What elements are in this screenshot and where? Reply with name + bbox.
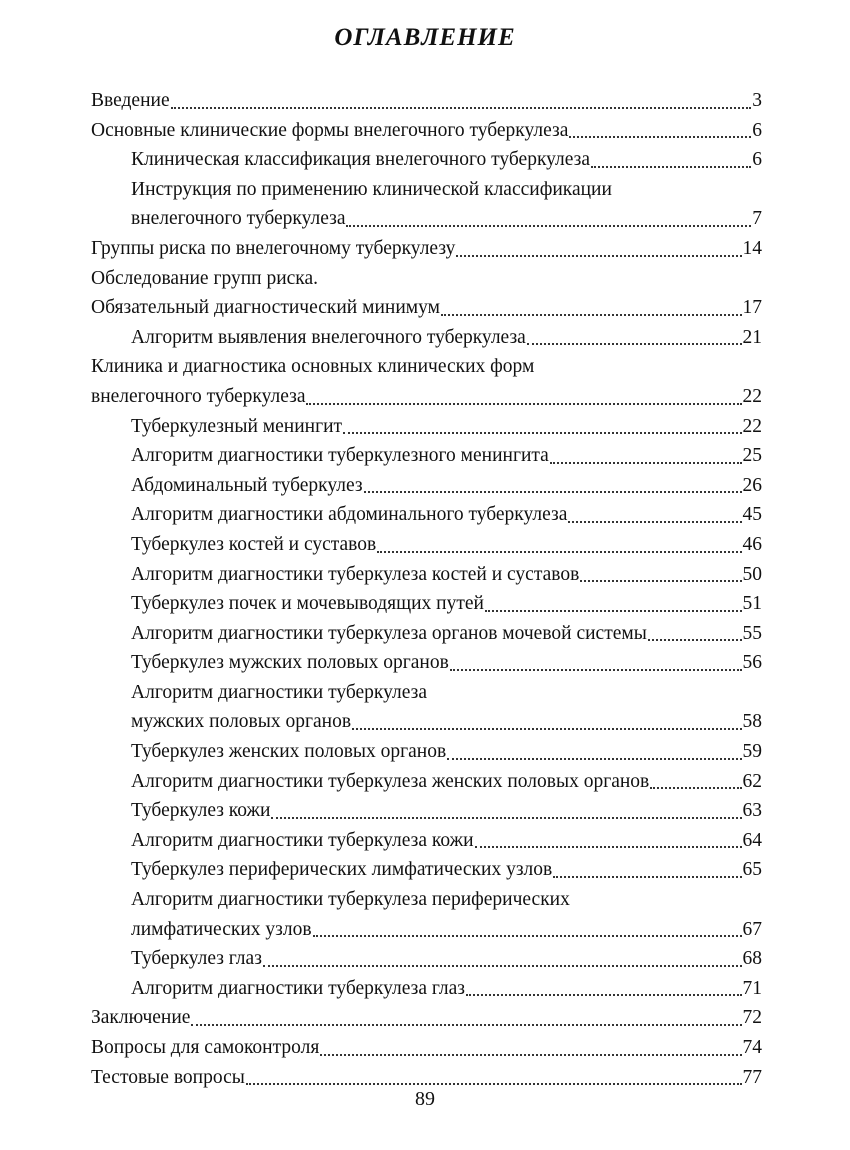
toc-line — [0, 678, 850, 708]
toc-entry — [0, 678, 850, 737]
toc-entry-title: Туберкулез кожи — [131, 800, 271, 822]
toc-entry — [0, 323, 850, 353]
toc-entry-title: Заключение — [91, 1007, 191, 1029]
toc-line — [0, 234, 850, 264]
toc-line — [0, 1033, 850, 1063]
toc-entry-title: Алгоритм диагностики туберкулеза органов мочевой системы — [131, 622, 647, 644]
toc-dot-leader — [485, 610, 742, 612]
toc-entry — [0, 530, 850, 560]
toc-entry-title: Клиническая классификация внелегочного туберкулеза — [131, 149, 591, 171]
toc-entry-title: внелегочного туберкулеза — [131, 208, 346, 230]
toc-entry-title: внелегочного туберкулеза — [91, 385, 306, 407]
toc-entry — [0, 560, 850, 590]
toc-entry-title: Алгоритм диагностики туберкулеза периферических — [131, 889, 570, 911]
toc-dot-leader — [171, 107, 752, 109]
toc-line — [0, 619, 850, 649]
toc-line — [0, 145, 850, 175]
page-number: 89 — [415, 1088, 435, 1110]
toc-entry-page: 55 — [742, 622, 762, 644]
toc-dot-leader — [343, 432, 741, 434]
toc-line — [0, 885, 850, 915]
toc-dot-leader — [568, 521, 741, 523]
toc-dot-leader — [346, 225, 751, 227]
toc-entry — [0, 500, 850, 530]
toc-entry — [0, 293, 850, 323]
toc-entry-page: 77 — [742, 1066, 762, 1088]
toc-entry — [0, 796, 850, 826]
toc-entry — [0, 471, 850, 501]
toc-entry-title: Алгоритм диагностики туберкулеза глаз — [131, 977, 465, 999]
toc-line — [0, 175, 850, 205]
toc-entry — [0, 116, 850, 146]
toc-entry-page: 45 — [742, 504, 762, 526]
toc-entry-title: Алгоритм диагностики туберкулеза женских половых органов — [131, 770, 650, 792]
toc-entry — [0, 589, 850, 619]
toc-entry-title: Группы риска по внелегочному туберкулезу — [91, 237, 456, 259]
toc-line — [0, 974, 850, 1004]
toc-entry — [0, 352, 850, 411]
toc-dot-leader — [352, 728, 741, 730]
toc-entry — [0, 175, 850, 234]
toc-line — [0, 707, 850, 737]
toc-entry-title: Алгоритм диагностики абдоминального туберкулеза — [131, 504, 568, 526]
toc-dot-leader — [364, 491, 742, 493]
toc-entry-page: 46 — [742, 533, 762, 555]
toc-line — [0, 560, 850, 590]
toc-dot-leader — [475, 846, 742, 848]
toc-dot-leader — [191, 1024, 741, 1026]
toc-entry-page: 74 — [742, 1037, 762, 1058]
toc-entry — [0, 855, 850, 885]
toc-entry — [0, 885, 850, 944]
toc-entry-page: 71 — [742, 977, 762, 999]
toc-entry-page: 68 — [742, 948, 762, 970]
toc-entry-page: 62 — [742, 770, 762, 792]
toc-entry-page: 67 — [742, 918, 762, 940]
toc-entry-page: 26 — [742, 474, 762, 496]
toc-entry-title: Абдоминальный туберкулез — [131, 474, 363, 496]
toc-entry-page: 25 — [742, 445, 762, 467]
toc-entry — [0, 737, 850, 767]
toc-line — [0, 382, 850, 412]
toc-entry — [0, 648, 850, 678]
toc-dot-leader — [246, 1083, 742, 1085]
toc-line — [0, 767, 850, 797]
toc-entry-page: 50 — [742, 563, 762, 585]
toc-entry-title: Алгоритм диагностики туберкулезного менингита — [131, 445, 549, 467]
toc-entry — [0, 264, 850, 294]
toc-line — [0, 204, 850, 234]
toc-entry-title: Туберкулез глаз — [131, 948, 262, 970]
toc-line — [0, 441, 850, 471]
toc-entry-page: 22 — [742, 385, 762, 407]
toc-line — [0, 471, 850, 501]
toc-dot-leader — [447, 758, 741, 760]
toc-line — [0, 915, 850, 945]
toc-dot-leader — [550, 462, 742, 464]
toc-entry-title: лимфатических узлов — [131, 918, 312, 940]
toc-entry-title: Алгоритм диагностики туберкулеза костей и суставов — [131, 563, 580, 585]
toc-line — [0, 737, 850, 767]
toc-line — [0, 264, 850, 294]
toc-dot-leader — [450, 669, 742, 671]
toc-entry-title: Обследование групп риска. — [91, 267, 319, 289]
toc-entry — [0, 1003, 850, 1033]
toc-entry-page: 65 — [742, 859, 762, 881]
toc-dot-leader — [456, 255, 741, 257]
toc-entry — [0, 826, 850, 856]
toc-line — [0, 352, 850, 382]
toc-entry-title: Туберкулез периферических лимфатических узлов — [131, 859, 553, 881]
toc-dot-leader — [320, 1054, 741, 1056]
toc-entry — [0, 234, 850, 264]
toc-line — [0, 530, 850, 560]
toc-dot-leader — [650, 787, 741, 789]
toc-entry-page: 6 — [752, 119, 762, 141]
toc-entry-page: 7 — [752, 208, 762, 230]
toc-entry-title: Алгоритм диагностики туберкулеза — [131, 681, 427, 703]
toc-entry-page: 56 — [742, 652, 762, 674]
toc-entry-title: Введение — [91, 90, 170, 111]
toc-dot-leader — [377, 551, 741, 553]
toc-line — [0, 500, 850, 530]
toc-entry-title: Вопросы для самоконтроля — [91, 1037, 320, 1058]
toc-line — [0, 796, 850, 826]
toc-entry-title: Основные клинические формы внелегочного туберкулеза — [91, 119, 569, 141]
toc-dot-leader — [306, 403, 741, 405]
toc-entry — [0, 412, 850, 442]
toc-line — [0, 412, 850, 442]
toc-entry-page: 22 — [742, 415, 762, 437]
page-title: ОГЛАВЛЕНИЕ — [334, 24, 516, 51]
toc-entry-page: 21 — [742, 326, 762, 348]
toc-entry-page: 59 — [742, 741, 762, 763]
toc-entry-title: Инструкция по применению клинической классификации — [131, 178, 612, 200]
toc-entry — [0, 619, 850, 649]
toc-entry — [0, 1033, 850, 1063]
toc-dot-leader — [580, 580, 741, 582]
toc-dot-leader — [271, 817, 741, 819]
table-of-contents — [0, 86, 850, 1092]
toc-line — [0, 944, 850, 974]
toc-line — [0, 323, 850, 353]
toc-line — [0, 116, 850, 146]
toc-dot-leader — [527, 343, 742, 345]
toc-entry-title: Алгоритм диагностики туберкулеза кожи — [131, 829, 474, 851]
toc-entry — [0, 86, 850, 116]
toc-entry-title: Туберкулез женских половых органов — [131, 741, 447, 763]
toc-line — [0, 293, 850, 323]
toc-entry-title: Тестовые вопросы — [91, 1066, 245, 1088]
toc-dot-leader — [313, 935, 742, 937]
toc-entry — [0, 441, 850, 471]
toc-entry-page: 64 — [742, 829, 762, 851]
toc-entry-page: 72 — [742, 1007, 762, 1029]
toc-entry-title: Алгоритм выявления внелегочного туберкулеза — [131, 326, 526, 348]
toc-entry — [0, 944, 850, 974]
toc-dot-leader — [263, 965, 742, 967]
toc-line — [0, 855, 850, 885]
toc-entry-title: Туберкулез костей и суставов — [131, 533, 377, 555]
toc-entry-page: 63 — [742, 800, 762, 822]
toc-entry-page: 51 — [742, 593, 762, 615]
toc-entry-title: Туберкулез почек и мочевыводящих путей — [131, 593, 484, 615]
toc-entry — [0, 767, 850, 797]
toc-entry-page: 17 — [742, 297, 762, 319]
toc-entry-page: 6 — [752, 149, 762, 171]
toc-entry-title: мужских половых органов — [131, 711, 352, 733]
toc-entry — [0, 974, 850, 1004]
toc-line — [0, 86, 850, 116]
toc-entry-title: Клиника и диагностика основных клинических форм — [91, 356, 535, 378]
toc-line — [0, 826, 850, 856]
toc-dot-leader — [591, 166, 751, 168]
toc-line — [0, 589, 850, 619]
toc-line — [0, 648, 850, 678]
toc-line — [0, 1003, 850, 1033]
toc-entry-title: Обязательный диагностический минимум — [91, 297, 440, 319]
toc-entry-page: 3 — [752, 90, 762, 111]
toc-entry-title: Туберкулезный менингит — [131, 415, 343, 437]
toc-dot-leader — [553, 876, 741, 878]
toc-dot-leader — [466, 994, 742, 996]
toc-dot-leader — [648, 639, 742, 641]
toc-entry-title: Туберкулез мужских половых органов — [131, 652, 449, 674]
toc-entry-page: 14 — [742, 237, 762, 259]
toc-entry — [0, 145, 850, 175]
toc-dot-leader — [569, 136, 751, 138]
toc-dot-leader — [441, 314, 742, 316]
toc-entry-page: 58 — [742, 711, 762, 733]
